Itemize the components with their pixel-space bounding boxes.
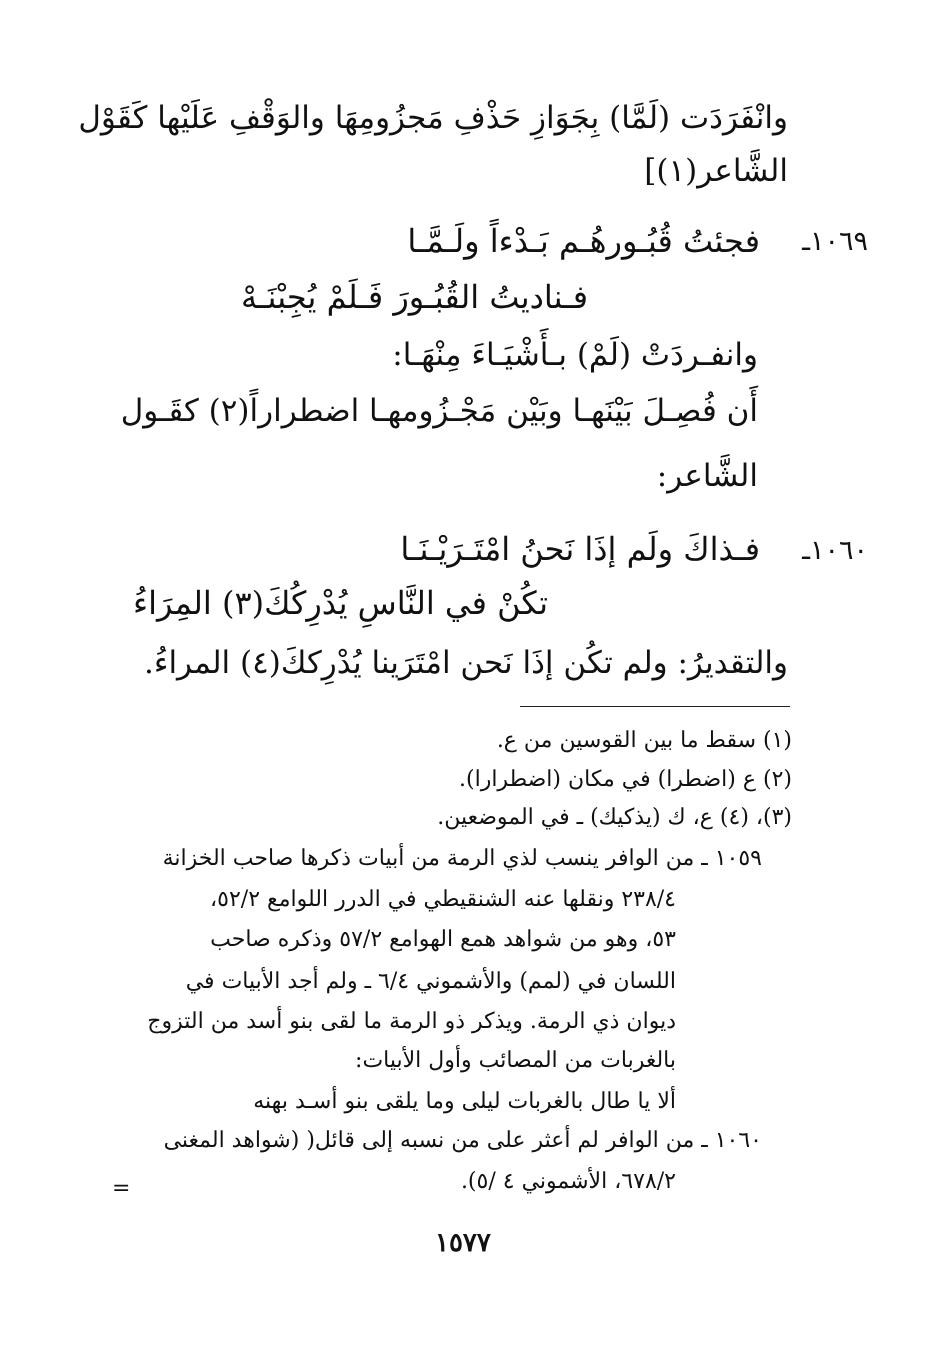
body-line-4: أَن فُصِـلَ بَيْنَهـا وبَيْن مَجْـزُومهـا اضطراراً(٢) كقَـول (120, 393, 758, 429)
body-line-2: الشَّاعر(١)] (644, 153, 788, 189)
verse-1069-second-hemistich: فـناديتُ القُبُـورَ فَـلَمْ يُجِبْنَـهْ (241, 278, 588, 316)
note-1059-line-3: ٥٣، وهو من شواهد همع الهوامع ٥٧/٢ وذكره صاحب (210, 927, 676, 952)
body-line-5: الشَّاعر: (656, 458, 758, 494)
note-1060-line-2: ٦٧٨/٢، الأشموني ٤ /٥). (460, 1169, 676, 1194)
verse-number-1069: ١٠٦٩ـ (802, 226, 868, 257)
note-1059-line-5: ديوان ذي الرمة. ويذكر ذو الرمة ما لقى بنو أسد من التزوج (147, 1009, 676, 1034)
note-1060-line-1: ١٠٦٠ ـ من الوافر لم أعثر على من نسبه إلى قائل( (شواهد المغنى (163, 1128, 762, 1153)
body-line-1: وانْفَرَدَت (لَمَّا) بِجَوَازِ حَذْفِ مَجزُومِهَا والوَقْفِ عَلَيْها كَقَوْل (78, 100, 788, 136)
note-1059-line-4: اللسان في (لمم) والأشموني ٦/٤ ـ ولم أجد الأبيات في (185, 969, 676, 994)
footnote-separator (520, 706, 790, 707)
footnote-3-4: (٣)، (٤) ع، ك (يذكيك) ـ في الموضعين. (437, 805, 792, 830)
footnote-2: (٢) ع (اضطرا) في مكان (اضطرارا). (459, 767, 792, 792)
verse-1060-second-hemistich: تكُنْ في النَّاسِ يُدْرِكُكَ(٣) المِرَاءُ (133, 584, 548, 622)
verse-1060-first-hemistich: فـذاكَ ولَم إذَا نَحنُ امْتَـرَيْـنَـا (400, 530, 760, 568)
verse-number-1060: ١٠٦٠ـ (802, 535, 868, 566)
page-number: ١٥٧٧ (435, 1228, 491, 1258)
note-1059-line-6: بالغربات من المصائب وأول الأبيات: (355, 1048, 676, 1073)
note-1059-verse: ألا يا طال بالغربات ليلى وما يلقى بنو أسـد بهنه (253, 1089, 676, 1114)
body-line-3: وانفـردَتْ (لَمْ) بـأَشْيَـاءَ مِنْهَـا: (392, 337, 758, 373)
footnote-1: (١) سقط ما بين القوسين من ع. (496, 728, 792, 753)
margin-mark: = (112, 1176, 131, 1201)
note-1059-line-2: ٢٣٨/٤ ونقلها عنه الشنقيطي في الدرر اللوامع ٥٢/٢، (210, 887, 676, 912)
verse-1069-first-hemistich: فجئتُ قُبُـورهُـم بَـدْءاً ولَـمَّـا (407, 222, 760, 260)
body-line-6: والتقديرُ: ولم تكُن إذَا نَحن امْتَرَينا يُدْرِككَ(٤) المراءُ. (144, 645, 788, 681)
note-1059-line-1: ١٠٥٩ ـ من الوافر ينسب لذي الرمة من أبيات ذكرها صاحب الخزانة (162, 846, 762, 871)
